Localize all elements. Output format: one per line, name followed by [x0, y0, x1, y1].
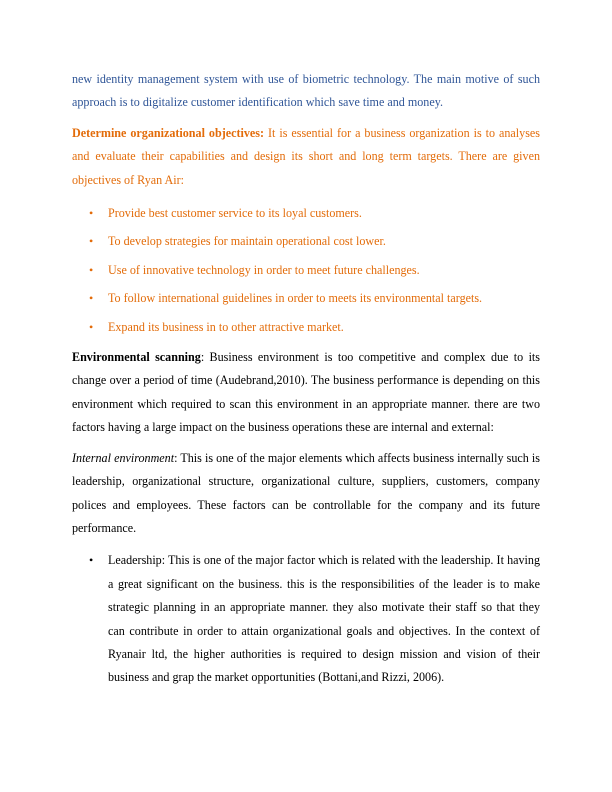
- objectives-text: It is essential for a business organization is to analyses and evaluate their capabilities and design its short and long term targets. There are given objectives of Ryan Air:: [72, 125, 540, 187]
- bullet-icon: •: [89, 319, 94, 334]
- internal-environment-paragraph: [72, 447, 540, 541]
- internal-text: : This is one of the major elements which affects business internally such is leadership, organizational structure, organizational culture, suppliers, customers, company polices and employees. These factors can be controllable for the company and its future performance.: [72, 450, 540, 535]
- environmental-scanning-paragraph: [72, 346, 540, 440]
- list-item: • To follow international guidelines in order to meets its environmental targets.: [72, 287, 540, 310]
- bullet-icon: •: [89, 206, 94, 221]
- list-item: • Use of innovative technology in order to meet future challenges.: [72, 259, 540, 282]
- bullet-icon: •: [89, 234, 94, 249]
- bullet-icon: •: [89, 262, 94, 277]
- list-item: • To develop strategies for maintain operational cost lower.: [72, 230, 540, 253]
- list-item: • Leadership: This is one of the major factor which is related with the leadership. It having a great significant on the business. this is the responsibilities of the leader is to make strategic planning in an appropriate manner. they also motivate their staff so that they can contribute in order to attain organizational goals and objectives. In the context of Ryanair ltd, the higher authorities is required to design mission and vision of their business and grap the market opportunities (Bottani,and Rizzi, 2006).: [72, 549, 540, 689]
- internal-heading: Internal environment: [72, 450, 175, 465]
- list-item: • Provide best customer service to its loyal customers.: [72, 202, 540, 225]
- leadership-list: [72, 549, 540, 689]
- intro-paragraph: new identity management system with use of biometric technology. The main motive of such approach is to digitalize customer identification which save time and money.: [72, 72, 540, 110]
- objectives-list: [72, 202, 540, 339]
- objectives-paragraph: [72, 122, 540, 192]
- environmental-heading: Environmental scanning: [72, 350, 201, 365]
- environmental-text: : Business environment is too competitive and complex due to its change over a period of time (Audebrand,2010). The business performance is depending on this environment which required to scan this environment in an appropriate manner. there are two factors having a large impact on the business operations these are internal and external:: [72, 350, 541, 435]
- objectives-heading: Determine organizational objectives:: [72, 125, 264, 140]
- bullet-icon: •: [89, 553, 94, 568]
- list-item: • Expand its business in to other attractive market.: [72, 316, 540, 339]
- bullet-icon: •: [89, 291, 94, 306]
